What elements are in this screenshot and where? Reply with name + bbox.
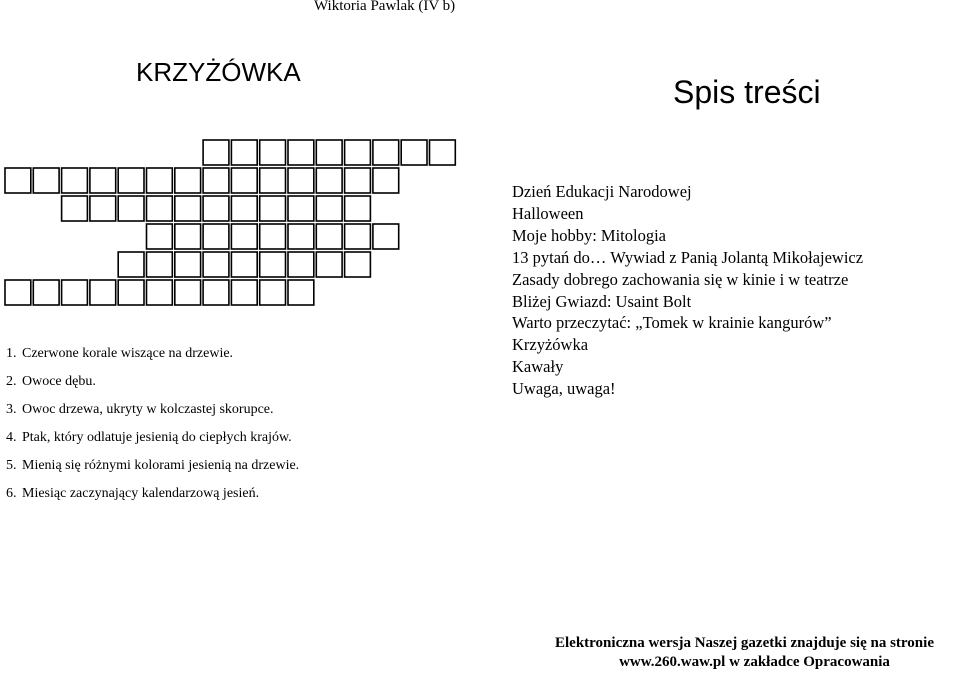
crossword-cell xyxy=(373,168,399,193)
footer-note xyxy=(555,634,960,672)
clue-text: Miesiąc zaczynający kalendarzową jesień. xyxy=(22,486,260,501)
crossword-cell xyxy=(231,196,257,221)
crossword-cell xyxy=(147,280,173,305)
clue-number: 3. xyxy=(6,402,17,417)
crossword-cell xyxy=(90,168,116,193)
crossword-cell xyxy=(373,140,399,165)
toc-item: Dzień Edukacji Narodowej xyxy=(512,182,692,201)
toc-item: Krzyżówka xyxy=(512,335,589,355)
crossword-cell xyxy=(260,196,286,221)
crossword-cell xyxy=(175,280,201,305)
crossword-cell xyxy=(33,168,59,193)
crossword-cell xyxy=(62,280,88,305)
clue-item xyxy=(6,430,292,446)
crossword-cell xyxy=(288,252,314,277)
crossword-cell xyxy=(5,168,31,193)
crossword-cell xyxy=(118,196,144,221)
crossword-cell xyxy=(147,168,173,193)
crossword-cell xyxy=(118,252,144,277)
crossword-cell xyxy=(203,280,229,305)
crossword-cell xyxy=(175,196,201,221)
clue-number: 5. xyxy=(6,458,17,473)
toc-list xyxy=(512,181,863,400)
clue-item xyxy=(6,402,274,418)
clue-text: Ptak, który odlatuje jesienią do ciepłych krajów. xyxy=(22,430,292,445)
clue-number: 2. xyxy=(6,374,17,389)
crossword-cell xyxy=(231,280,257,305)
crossword-cell xyxy=(288,140,314,165)
toc-item: Kawały xyxy=(512,357,564,377)
crossword-cell xyxy=(175,168,201,193)
crossword-cell xyxy=(288,224,314,249)
crossword-cell xyxy=(345,224,371,249)
crossword-cell xyxy=(260,252,286,277)
crossword-cell xyxy=(316,196,342,221)
crossword-cell xyxy=(203,252,229,277)
crossword-cell xyxy=(203,140,229,165)
crossword-cell xyxy=(345,252,371,277)
author-line: Wiktoria Pawlak (IV b) xyxy=(314,0,456,14)
toc-item: 13 pytań do… Wywiad z Panią Jolantą Mikołajewicz xyxy=(512,247,864,267)
crossword-title: KRZYŻÓWKA xyxy=(136,57,301,87)
crossword-cell xyxy=(316,168,342,193)
crossword-cell xyxy=(147,252,173,277)
clue-text: Czerwone korale wiszące na drzewie. xyxy=(22,346,234,361)
crossword-cell xyxy=(373,224,399,249)
crossword-cell xyxy=(90,196,116,221)
crossword-cell xyxy=(62,196,88,221)
toc-item: Bliżej Gwiazd: Usaint Bolt xyxy=(512,291,692,311)
crossword-cell xyxy=(260,224,286,249)
crossword-cell xyxy=(147,196,173,221)
crossword-cell xyxy=(203,224,229,249)
toc-item: Warto przeczytać: „Tomek w krainie kangurów” xyxy=(512,313,832,333)
crossword-cell xyxy=(90,280,116,305)
crossword-cell xyxy=(231,168,257,193)
toc-title: Spis treści xyxy=(673,74,821,110)
crossword-cell xyxy=(288,196,314,221)
crossword-cell xyxy=(62,168,88,193)
clue-text: Owoc drzewa, ukryty w kolczastej skorupce. xyxy=(22,402,274,417)
crossword-cell xyxy=(231,252,257,277)
toc-item: Halloween xyxy=(512,203,584,223)
crossword-cell xyxy=(118,280,144,305)
crossword-cell xyxy=(33,280,59,305)
clue-item xyxy=(6,346,233,362)
clue-text: Owoce dębu. xyxy=(22,374,96,389)
crossword-cell xyxy=(260,280,286,305)
crossword-cell xyxy=(316,140,342,165)
crossword-cell xyxy=(316,224,342,249)
crossword-cell xyxy=(345,168,371,193)
crossword-cell xyxy=(203,196,229,221)
clue-item xyxy=(6,458,299,474)
crossword-cell xyxy=(203,168,229,193)
clue-number: 1. xyxy=(6,346,17,361)
crossword-cell xyxy=(401,140,427,165)
crossword-cell xyxy=(231,224,257,249)
crossword-cell xyxy=(288,280,314,305)
crossword-cell xyxy=(147,224,173,249)
clue-number: 6. xyxy=(6,486,17,501)
crossword-cell xyxy=(316,252,342,277)
footer-line: Elektroniczna wersja Naszej gazetki znajduje się na stronie xyxy=(555,635,934,651)
crossword-cell xyxy=(345,196,371,221)
crossword-cell xyxy=(430,140,456,165)
clue-item xyxy=(6,486,259,502)
crossword-cell xyxy=(175,224,201,249)
toc-item: Zasady dobrego zachowania się w kinie i w teatrze xyxy=(512,269,849,289)
crossword-cell xyxy=(231,140,257,165)
toc-item: Uwaga, uwaga! xyxy=(512,379,616,399)
crossword-cell xyxy=(260,168,286,193)
crossword-cell xyxy=(345,140,371,165)
footer-link-line: www.260.waw.pl w zakładce Opracowania xyxy=(619,654,890,670)
clue-text: Mienią się różnymi kolorami jesienią na drzewie. xyxy=(22,458,300,473)
clue-item xyxy=(6,374,96,390)
crossword-cell xyxy=(288,168,314,193)
crossword-cell xyxy=(260,140,286,165)
toc-item: Moje hobby: Mitologia xyxy=(512,225,666,245)
crossword-cell xyxy=(118,168,144,193)
crossword-cell xyxy=(175,252,201,277)
clue-number: 4. xyxy=(6,430,17,445)
crossword-cell xyxy=(5,280,31,305)
